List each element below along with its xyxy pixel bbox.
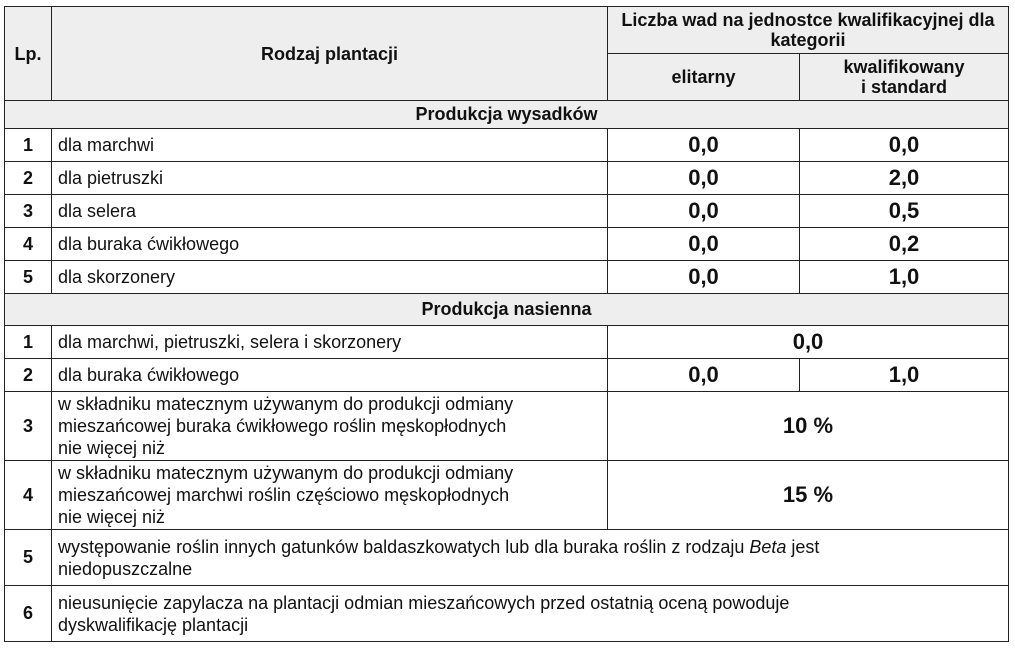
table-row (5, 261, 1009, 294)
plantation-defects-table (4, 6, 1009, 642)
row-name: dla buraka ćwikłowego (52, 359, 608, 392)
header-rodzaj-plantacji: Rodzaj plantacji (52, 7, 608, 101)
table-row (5, 359, 1009, 392)
section-title-wysadki: Produkcja wysadków (5, 101, 1009, 129)
row-text-line2: dyskwalifikację plantacji (58, 614, 249, 635)
row-elitarny: 0,0 (608, 359, 800, 392)
row-name: dla buraka ćwikłowego (52, 228, 608, 261)
table-row (5, 129, 1009, 162)
table-row (5, 392, 1009, 461)
row-name-line2: mieszańcowej buraka ćwikłowego roślin męskopłodnych (58, 416, 507, 436)
row-text-wide (52, 530, 1009, 586)
row-name: dla skorzonery (52, 261, 608, 294)
row-name: dla marchwi, pietruszki, selera i skorzonery (52, 326, 608, 359)
row-value-merged: 10 % (608, 392, 1009, 461)
row-lp: 5 (5, 261, 52, 294)
table-row (5, 461, 1009, 530)
row-lp: 2 (5, 162, 52, 195)
row-name: dla pietruszki (52, 162, 608, 195)
row-lp: 4 (5, 228, 52, 261)
section-title-nasienna: Produkcja nasienna (5, 294, 1009, 326)
row-kwalifikowany: 0,0 (800, 129, 1009, 162)
header-liczba-wad (608, 7, 1009, 54)
table-row (5, 586, 1009, 642)
row-name-line1: w składniku matecznym używanym do produkcji odmiany (58, 463, 514, 483)
row-name: dla selera (52, 195, 608, 228)
row-lp: 6 (5, 586, 52, 642)
row-text-line1: nieusunięcie zapylacza na plantacji odmian mieszańcowych przed ostatnią oceną powoduje (58, 592, 790, 613)
row-elitarny: 0,0 (608, 228, 800, 261)
row-value-merged: 15 % (608, 461, 1009, 530)
row-name (52, 461, 608, 530)
header-elitarny: elitarny (608, 54, 800, 101)
row-kwalifikowany: 2,0 (800, 162, 1009, 195)
table-row (5, 326, 1009, 359)
row-value-merged: 0,0 (608, 326, 1009, 359)
row-name (52, 392, 608, 461)
row-elitarny: 0,0 (608, 261, 800, 294)
row-name-line3: nie więcej niż (58, 507, 166, 527)
row-text-before: występowanie roślin innych gatunków baldaszkowatych lub dla buraka roślin z rodzaju (58, 536, 750, 557)
row-lp: 1 (5, 129, 52, 162)
row-lp: 2 (5, 359, 52, 392)
row-text-line2: niedopuszczalne (58, 558, 193, 579)
row-name-line1: w składniku matecznym używanym do produkcji odmiany (58, 394, 514, 414)
row-lp: 4 (5, 461, 52, 530)
row-kwalifikowany: 1,0 (800, 261, 1009, 294)
row-lp: 5 (5, 530, 52, 586)
row-lp: 3 (5, 392, 52, 461)
row-lp: 3 (5, 195, 52, 228)
table-row (5, 228, 1009, 261)
header-liczba-wad-text: Liczba wad na jednostce kwalifikacyjnej dla kategorii (621, 10, 995, 50)
row-text-after: jest (786, 536, 820, 557)
row-kwalifikowany: 0,5 (800, 195, 1009, 228)
header-kwalifikowany-line1: kwalifikowany (843, 57, 965, 77)
table-row (5, 195, 1009, 228)
row-text-wide (52, 586, 1009, 642)
row-kwalifikowany: 0,2 (800, 228, 1009, 261)
row-name-line2: mieszańcowej marchwi roślin częściowo męskopłodnych (58, 485, 510, 505)
header-kwalifikowany-line2: i standard (860, 77, 948, 97)
header-lp: Lp. (5, 7, 52, 101)
row-elitarny: 0,0 (608, 129, 800, 162)
header-kwalifikowany (800, 54, 1009, 101)
table-row (5, 530, 1009, 586)
row-name-line3: nie więcej niż (58, 438, 166, 458)
row-lp: 1 (5, 326, 52, 359)
table-row (5, 162, 1009, 195)
row-text-line1 (58, 536, 1002, 558)
row-name: dla marchwi (52, 129, 608, 162)
row-text-italic: Beta (749, 536, 787, 557)
row-elitarny: 0,0 (608, 195, 800, 228)
row-kwalifikowany: 1,0 (800, 359, 1009, 392)
row-elitarny: 0,0 (608, 162, 800, 195)
